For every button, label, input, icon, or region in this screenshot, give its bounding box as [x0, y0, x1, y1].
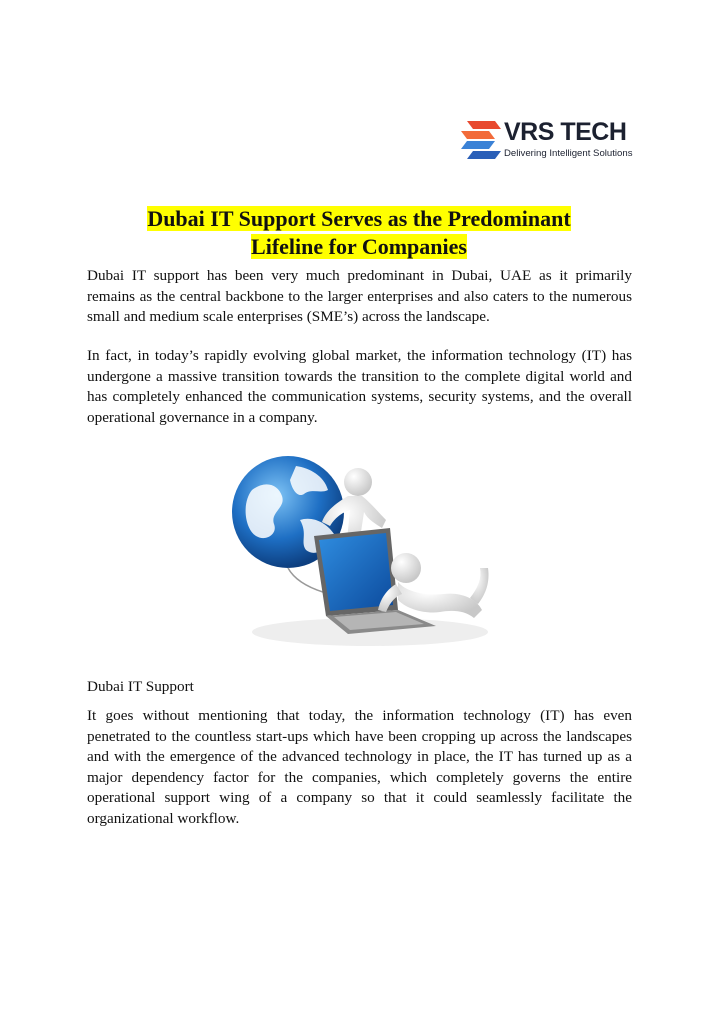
image-caption: Dubai IT Support	[87, 678, 194, 695]
paragraph-intro: Dubai IT support has been very much predominant in Dubai, UAE as it primarily remains as the central backbone to the larger enterprises and also caters to the numerous small and medium scale enterprises (SME’s) across the landscape.	[87, 267, 632, 325]
vrs-tech-logo	[461, 117, 631, 165]
logo-tagline: Delivering Intelligent Solutions	[504, 148, 633, 159]
paragraph-startups: It goes without mentioning that today, the information technology (IT) has even penetrated to the countless start-ups which have been cropping up across the landscapes and with the emergence of the advanced technology in place, the IT has turned up as a major dependency factor for the companies, which completely governs the entire operational support wing of a company so that it could seamlessly facilitate the organizational workflow.	[87, 707, 632, 827]
paragraph-market: In fact, in today’s rapidly evolving global market, the information technology (IT) has undergone a massive transition towards the transition to the complete digital world and has completely enhanced the communication systems, security systems, and the overall operational governance in a company.	[87, 347, 632, 426]
title-line-1: Dubai IT Support Serves as the Predominant	[147, 206, 571, 231]
logo-name: VRS TECH	[504, 118, 627, 146]
title-line-2: Lifeline for Companies	[251, 234, 467, 259]
globe-laptop-figures-illustration-icon	[230, 450, 490, 655]
page-title	[86, 205, 632, 261]
logo-mark-icon	[461, 117, 501, 163]
